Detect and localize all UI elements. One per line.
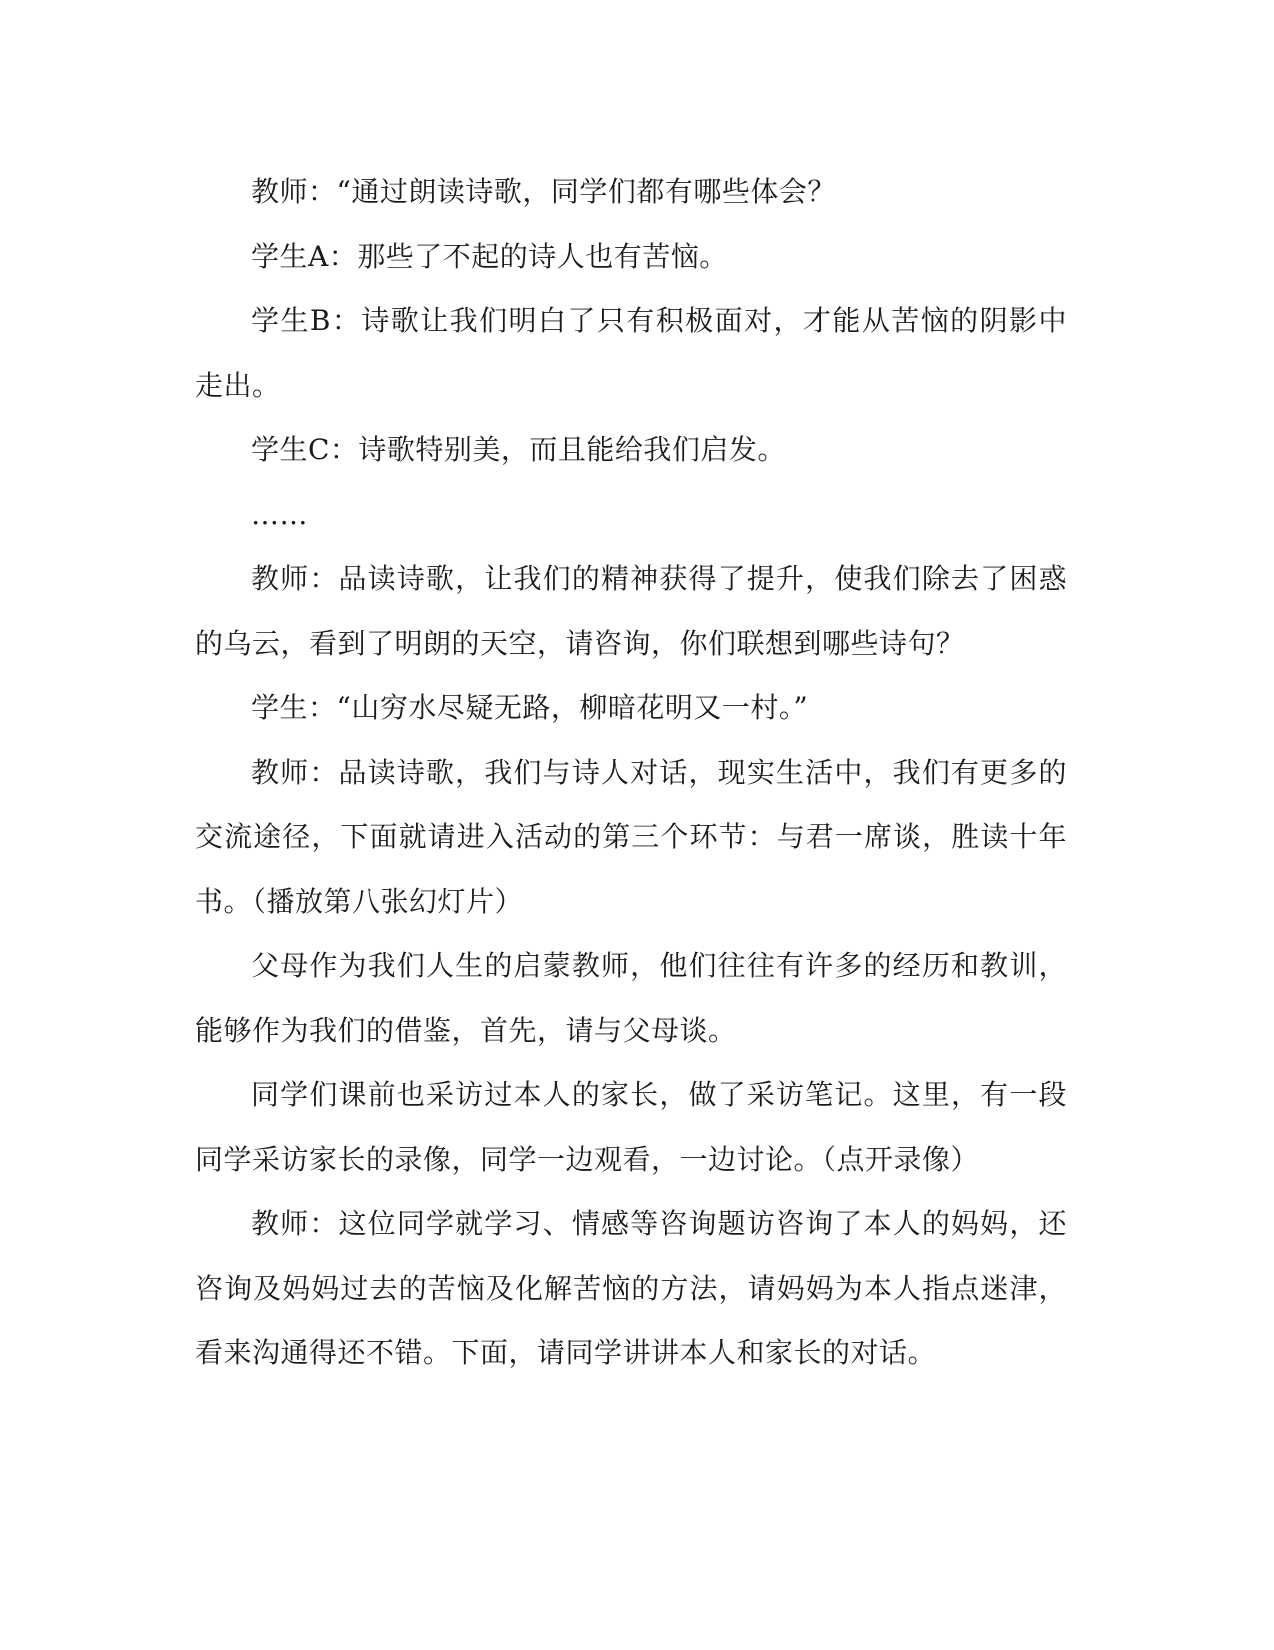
paragraph-teacher-summary: 教师：这位同学就学习、情感等咨询题访咨询了本人的妈妈，还咨询及妈妈过去的苦恼及化解苦恼的方法，请妈妈为本人指点迷津，看来沟通得还不错。下面，请同学讲讲本人和家长的对话。 — [195, 1207, 1067, 1369]
paragraph-student-c: 学生C：诗歌特别美，而且能给我们启发。 — [251, 433, 786, 466]
paragraph-student-quote: 学生：“山穷水尽疑无路，柳暗花明又一村。” — [251, 691, 809, 724]
paragraph-teacher-poetry: 教师：品读诗歌，让我们的精神获得了提升，使我们除去了困惑的乌云，看到了明朗的天空，请咨询，你们联想到哪些诗句？ — [195, 562, 1067, 660]
paragraph-teacher-question: 教师：“通过朗读诗歌，同学们都有哪些体会？ — [251, 175, 836, 208]
paragraph-teacher-dialogue: 教师：品读诗歌，我们与诗人对话，现实生活中，我们有更多的交流途径，下面就请进入活动的第三个环节：与君一席谈，胜读十年书。（播放第八张幻灯片） — [195, 755, 1067, 918]
document-body — [195, 160, 1067, 1386]
paragraph-ellipsis: …… — [251, 497, 308, 531]
paragraph-student-b: 学生B：诗歌让我们明白了只有积极面对，才能从苦恼的阴影中走出。 — [195, 304, 1067, 402]
paragraph-interview: 同学们课前也采访过本人的家长，做了采访笔记。这里，有一段同学采访家长的录像，同学一边观看，一边讨论。（点开录像） — [195, 1078, 1067, 1176]
paragraph-parents: 父母作为我们人生的启蒙教师，他们往往有许多的经历和教训，能够作为我们的借鉴，首先，请与父母谈。 — [195, 949, 1067, 1047]
paragraph-student-a: 学生A：那些了不起的诗人也有苦恼。 — [251, 239, 728, 273]
